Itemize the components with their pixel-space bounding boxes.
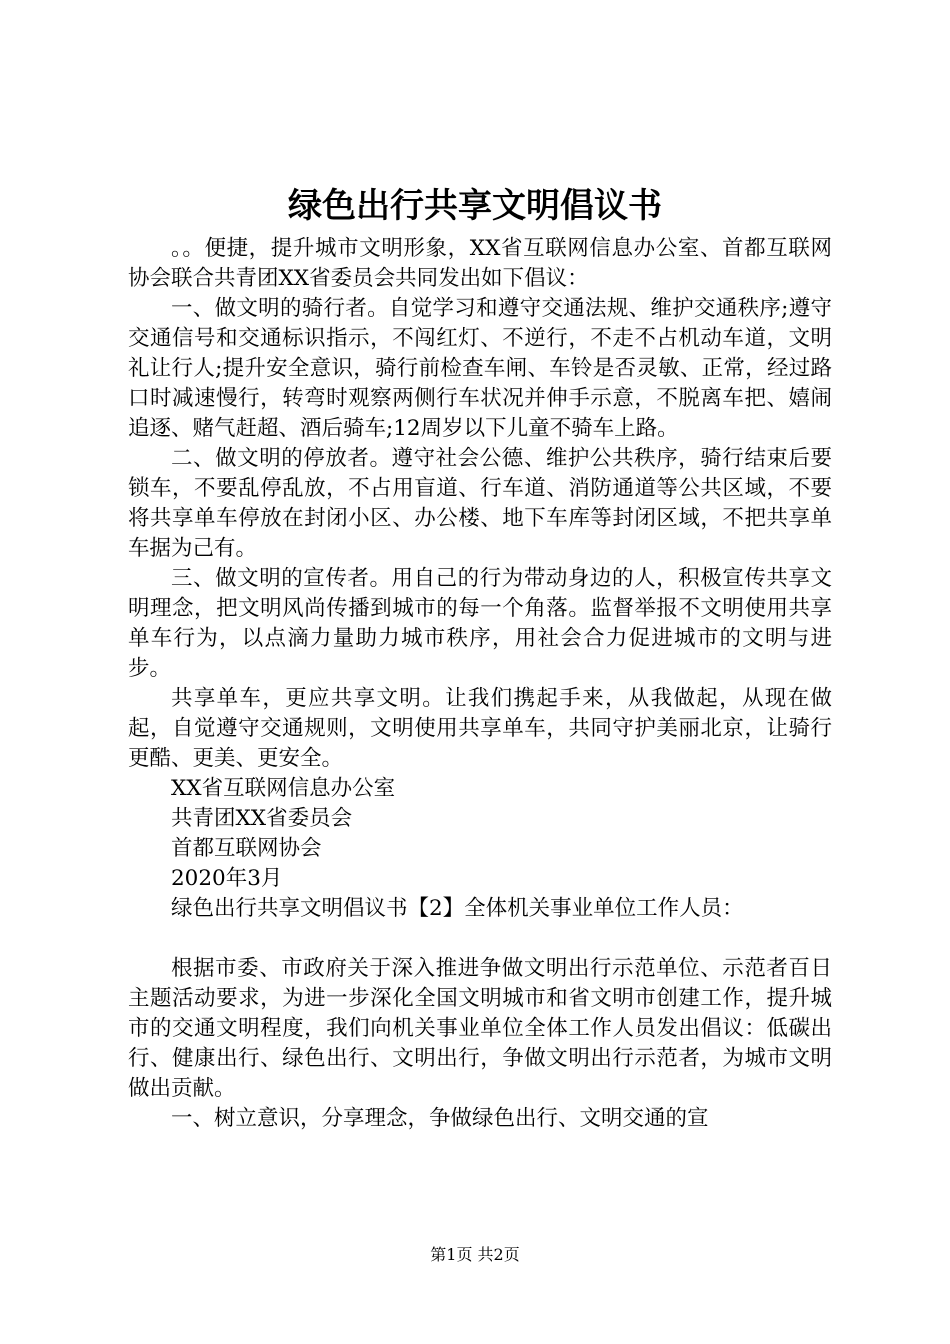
paragraph-second-item: 一、树立意识，分享理念，争做绿色出行、文明交通的宣 xyxy=(171,1106,709,1131)
signature-line: 首都互联网协会 xyxy=(171,836,322,861)
signature-line: XX省互联网信息办公室 xyxy=(171,776,396,801)
blank-line xyxy=(128,924,832,954)
page-footer: 第1页 共2页 xyxy=(430,1245,520,1264)
paragraph-parking: 二、做文明的停放者。遵守社会公德、维护公共秩序，骑行结束后要锁车，不要乱停乱放，不占用盲道、行车道、消防通道等公共区域，不要将共享单车停放在封闭小区、办公楼、地下车库等封闭区域，不把共享单车据为己有。 xyxy=(128,446,832,561)
signature-line: 共青团XX省委员会 xyxy=(171,806,353,831)
document-title: 绿色出行共享文明倡议书 xyxy=(288,186,662,226)
paragraph-closing: 共享单车，更应共享文明。让我们携起手来，从我做起，从现在做起，自觉遵守交通规则，文明使用共享单车，共同守护美丽北京，让骑行更酷、更美、更安全。 xyxy=(128,686,832,771)
document-body xyxy=(128,234,832,1134)
paragraph-rider: 一、做文明的骑行者。自觉学习和遵守交通法规、维护交通秩序;遵守交通信号和交通标识指示，不闯红灯、不逆行，不走不占机动车道，文明礼让行人;提升安全意识，骑行前检查车闸、车铃是否灵敏、正常，经过路口时减速慢行，转弯时观察两侧行车状况并伸手示意，不脱离车把、嬉闹追逐、赌气赶超、酒后骑车;12周岁以下儿童不骑车上路。 xyxy=(128,296,832,441)
paragraph-intro: 。。便捷，提升城市文明形象，XX省互联网信息办公室、首都互联网协会联合共青团XX省委员会共同发出如下倡议： xyxy=(128,236,832,291)
paragraph-promoter: 三、做文明的宣传者。用自己的行为带动身边的人，积极宣传共享文明理念，把文明风尚传播到城市的每一个角落。监督举报不文明使用共享单车行为，以点滴力量助力城市秩序，用社会合力促进城市的文明与进步。 xyxy=(128,566,832,681)
signature-date: 2020年3月 xyxy=(171,866,283,891)
second-heading: 绿色出行共享文明倡议书【2】全体机关事业单位工作人员： xyxy=(171,896,744,921)
paragraph-second-intro: 根据市委、市政府关于深入推进争做文明出行示范单位、示范者百日主题活动要求，为进一步深化全国文明城市和省文明市创建工作，提升城市的交通文明程度，我们向机关事业单位全体工作人员发出倡议：低碳出行、健康出行、绿色出行、文明出行，争做文明出行示范者，为城市文明做出贡献。 xyxy=(128,956,832,1101)
